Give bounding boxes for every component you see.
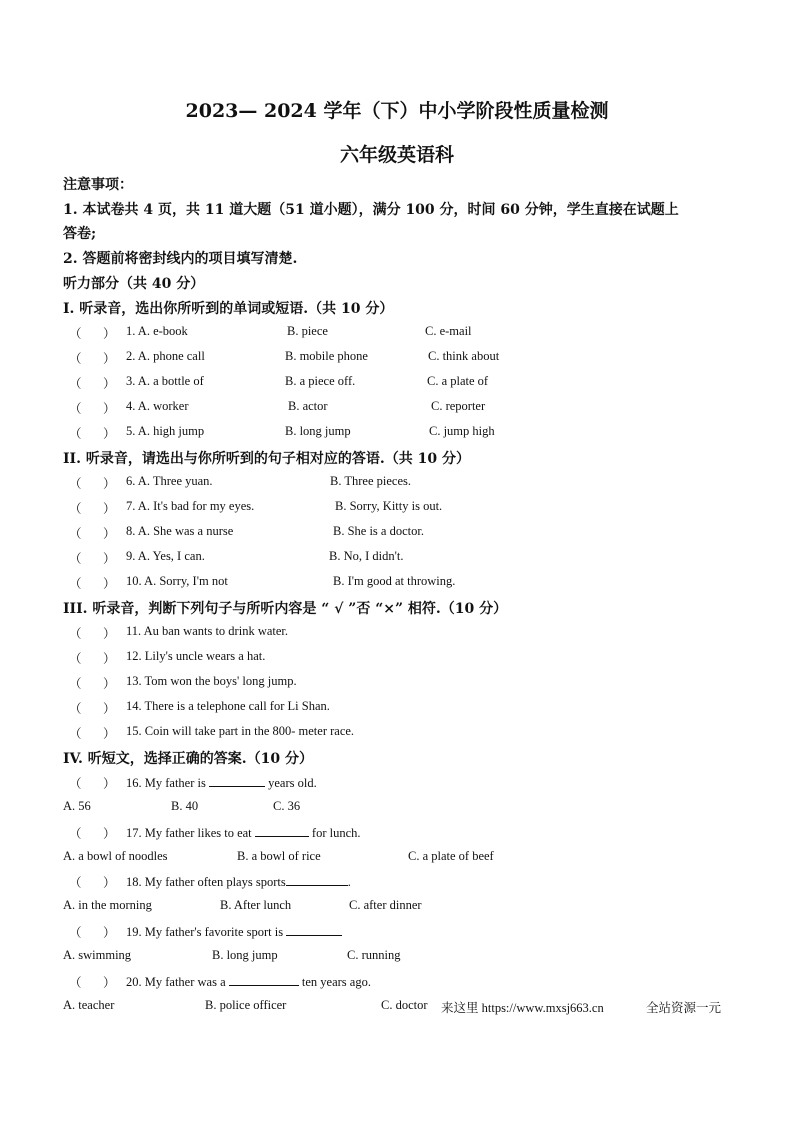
answer-paren-close: ）: [103, 727, 116, 741]
answer-paren-open: （: [69, 876, 82, 890]
answer-paren-close: ）: [103, 777, 116, 791]
question-text: 4. A. worker: [126, 399, 189, 413]
answer-paren-close: ）: [103, 527, 116, 541]
question-text: 13. Tom won the boys' long jump.: [126, 674, 297, 688]
answer-paren-close: ）: [103, 352, 116, 366]
options-row: [0, 948, 794, 968]
answer-paren-open: （: [69, 627, 82, 641]
question-row: [0, 624, 794, 644]
answer-paren-open: （: [69, 827, 82, 841]
question-row: [0, 574, 794, 594]
option-b: B. a piece off.: [285, 374, 356, 388]
answer-paren-close: ）: [103, 552, 116, 566]
option-a: A. 56: [63, 799, 91, 813]
option-c: C. a plate of: [427, 374, 489, 388]
question-row: [0, 424, 794, 444]
answer-paren-close: ）: [103, 976, 116, 990]
option-b: B. long jump: [285, 424, 351, 438]
answer-paren-close: ）: [103, 652, 116, 666]
question-row: [0, 973, 794, 993]
answer-paren-open: （: [69, 727, 82, 741]
footer-tag: 全站资源一元: [646, 1001, 722, 1015]
answer-paren-close: ）: [103, 627, 116, 641]
option-b: B. I'm good at throwing.: [333, 574, 456, 588]
option-b: B. mobile phone: [285, 349, 368, 363]
notice-line-2: 2. 答题前将密封线内的项目填写清楚.: [63, 251, 298, 267]
question-row: [0, 549, 794, 569]
question-text-16: [126, 774, 317, 791]
option-a: A. in the morning: [63, 898, 152, 912]
question-row: [0, 499, 794, 519]
question-row: [0, 349, 794, 369]
listening-header: 听力部分（共 40 分）: [63, 276, 205, 292]
answer-paren-open: （: [69, 577, 82, 591]
question-row: [0, 873, 794, 893]
answer-paren-open: （: [69, 652, 82, 666]
option-b: B. 40: [171, 799, 199, 813]
answer-paren-close: ）: [103, 377, 116, 391]
answer-paren-open: （: [69, 702, 82, 716]
answer-paren-open: （: [69, 327, 82, 341]
answer-paren-open: （: [69, 377, 82, 391]
option-b: B. She is a doctor.: [333, 524, 424, 538]
answer-paren-close: ）: [103, 427, 116, 441]
option-c: C. a plate of beef: [408, 849, 494, 863]
answer-blank: [255, 824, 309, 837]
option-c: C. 36: [273, 799, 301, 813]
answer-paren-close: ）: [103, 827, 116, 841]
question-row: [0, 699, 794, 719]
answer-paren-open: （: [69, 427, 82, 441]
option-b: B. No, I didn't.: [329, 549, 404, 563]
option-b: B. Three pieces.: [330, 474, 411, 488]
option-c: C. e-mail: [425, 324, 472, 338]
option-a: A. swimming: [63, 948, 132, 962]
question-row: [0, 524, 794, 544]
question-row: [0, 649, 794, 669]
notice-line-1b: 答卷;: [63, 226, 97, 242]
question-row: [0, 374, 794, 394]
notice-line-1: 1. 本试卷共 4 页，共 11 道大题（51 道小题），满分 100 分，时间 60 分钟，学生直接在试题上: [63, 202, 679, 218]
options-row: [0, 998, 794, 1018]
option-b: B. piece: [287, 324, 328, 338]
question-suffix: for lunch.: [311, 826, 361, 840]
question-row: [0, 824, 794, 844]
answer-paren-close: ）: [103, 876, 116, 890]
option-a: A. teacher: [63, 998, 115, 1012]
options-row: [0, 898, 794, 918]
question-row: [0, 399, 794, 419]
question-prefix: 18. My father often plays sports: [126, 875, 286, 889]
answer-paren-open: （: [69, 502, 82, 516]
answer-paren-open: （: [69, 677, 82, 691]
answer-paren-open: （: [69, 777, 82, 791]
question-text-19: [126, 923, 342, 940]
option-b: B. long jump: [212, 948, 278, 962]
question-suffix: ten years ago.: [301, 975, 371, 989]
option-c: C. reporter: [431, 399, 486, 413]
option-b: B. a bowl of rice: [237, 849, 321, 863]
answer-blank: [286, 873, 348, 886]
question-prefix: 20. My father was a: [126, 975, 226, 989]
option-a: A. a bowl of noodles: [63, 849, 168, 863]
section-3-heading: III. 听录音，判断下列句子与所听内容是 “ √ ”否 “×” 相符.（10 分）: [63, 601, 508, 617]
section-2-heading: II. 听录音，请选出与你所听到的句子相对应的答语.（共 10 分）: [63, 451, 470, 467]
answer-paren-open: （: [69, 527, 82, 541]
question-suffix: years old.: [268, 776, 317, 790]
question-text: 3. A. a bottle of: [126, 374, 204, 388]
answer-paren-close: ）: [103, 502, 116, 516]
question-row: [0, 923, 794, 943]
question-row: [0, 474, 794, 494]
option-b: B. police officer: [205, 998, 287, 1012]
answer-paren-close: ）: [103, 677, 116, 691]
footer-link[interactable]: 来这里 https://www.mxsj663.cn: [441, 1001, 604, 1015]
option-c: C. running: [347, 948, 401, 962]
option-b: B. actor: [288, 399, 328, 413]
options-row: [0, 849, 794, 869]
options-row: [0, 799, 794, 819]
option-b: B. After lunch: [220, 898, 292, 912]
question-text: 12. Lily's uncle wears a hat.: [126, 649, 266, 663]
question-row: [0, 774, 794, 794]
question-text: 8. A. She was a nurse: [126, 524, 234, 538]
answer-paren-close: ）: [103, 702, 116, 716]
answer-paren-open: （: [69, 926, 82, 940]
answer-paren-open: （: [69, 352, 82, 366]
question-row: [0, 674, 794, 694]
section-1-heading: I. 听录音，选出你所听到的单词或短语.（共 10 分）: [63, 301, 394, 317]
answer-paren-close: ）: [103, 327, 116, 341]
page-subtitle: 六年级英语科: [339, 144, 454, 166]
question-prefix: 17. My father likes to eat: [126, 826, 252, 840]
question-text: 15. Coin will take part in the 800- meter race.: [126, 724, 355, 738]
answer-paren-close: ）: [103, 477, 116, 491]
answer-paren-open: （: [69, 976, 82, 990]
answer-paren-open: （: [69, 552, 82, 566]
answer-paren-close: ）: [103, 402, 116, 416]
question-text: 5. A. high jump: [126, 424, 205, 438]
question-prefix: 19. My father's favorite sport is: [126, 925, 284, 939]
question-text-17: [126, 824, 361, 841]
question-row: [0, 724, 794, 744]
question-text: 9. A. Yes, I can.: [126, 549, 205, 563]
option-c: C. jump high: [429, 424, 495, 438]
answer-paren-close: ）: [103, 577, 116, 591]
page-title: 2023— 2024 学年（下）中小学阶段性质量检测: [185, 100, 609, 122]
answer-blank: [229, 973, 299, 986]
question-text: 7. A. It's bad for my eyes.: [126, 499, 255, 513]
question-text-18: [126, 873, 351, 890]
notice-heading: 注意事项：: [63, 177, 133, 193]
question-text: 2. A. phone call: [126, 349, 205, 363]
answer-blank: [286, 923, 342, 936]
option-c: C. think about: [428, 349, 500, 363]
option-c: C. doctor: [381, 998, 428, 1012]
question-text: 6. A. Three yuan.: [126, 474, 213, 488]
question-text: 11. Au ban wants to drink water.: [126, 624, 289, 638]
question-prefix: 16. My father is: [126, 776, 206, 790]
question-suffix: .: [347, 875, 351, 889]
question-text: 14. There is a telephone call for Li Shan.: [126, 699, 330, 713]
question-text-20: [126, 973, 371, 990]
question-text: 1. A. e-book: [126, 324, 188, 338]
question-row: [0, 324, 794, 344]
answer-blank: [209, 774, 265, 787]
section-4-heading: IV. 听短文，选择正确的答案.（10 分）: [63, 751, 313, 767]
option-c: C. after dinner: [349, 898, 422, 912]
answer-paren-open: （: [69, 477, 82, 491]
option-b: B. Sorry, Kitty is out.: [335, 499, 443, 513]
question-text: 10. A. Sorry, I'm not: [126, 574, 228, 588]
answer-paren-close: ）: [103, 926, 116, 940]
answer-paren-open: （: [69, 402, 82, 416]
